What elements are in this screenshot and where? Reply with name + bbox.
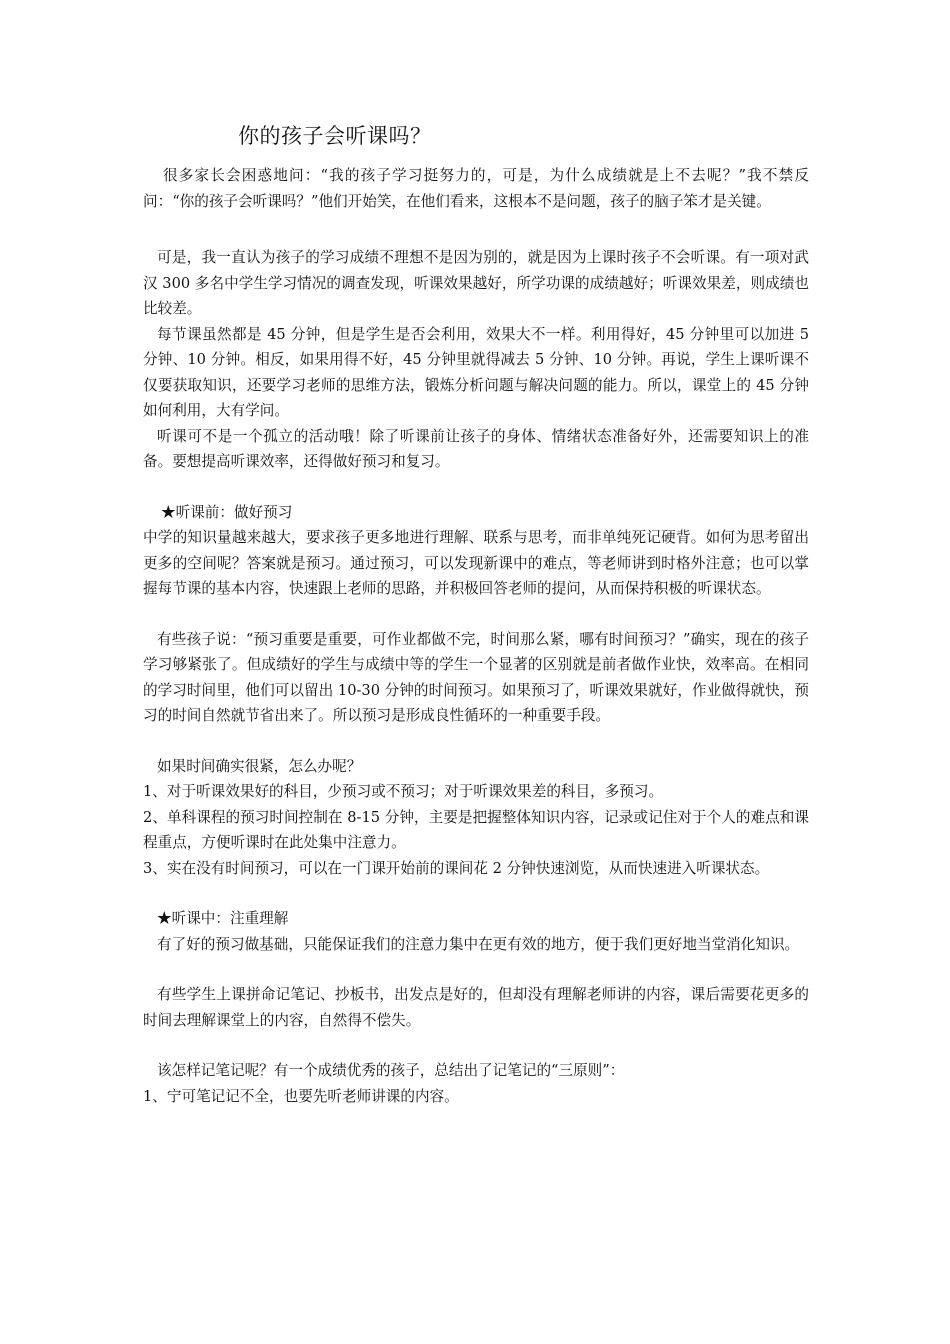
document-title: 你的孩子会听课吗？ bbox=[238, 124, 432, 148]
intro-paragraph-2: 可是，我一直认为孩子的学习成绩不理想不是因为别的，就是因为上课时孩子不会听课。有一项对武汉 300 多名中学生学习情况的调查发现，听课效果越好，所学功课的成绩越好；听课效果差，则成绩也比较差。 bbox=[143, 249, 809, 317]
list-item: 3、实在没有时间预习，可以在一门课开始前的课间花 2 分钟快速浏览，从而快速进入听课状态。 bbox=[143, 859, 770, 877]
spacer bbox=[143, 881, 809, 906]
spacer bbox=[143, 475, 809, 500]
section2-paragraph-2: 有些学生上课拼命记笔记、抄板书，出发点是好的，但却没有理解老师讲的内容，课后需要花更多的时间去理解课堂上的内容，自然得不偿失。 bbox=[143, 986, 809, 1029]
spacer bbox=[143, 1033, 809, 1058]
spacer bbox=[143, 957, 809, 982]
star-icon: ★ bbox=[161, 503, 176, 521]
list-item: 1、宁可笔记记不全，也要先听老师讲课的内容。 bbox=[143, 1087, 459, 1105]
spacer bbox=[143, 220, 809, 245]
section-heading-text: 听课前：做好预习 bbox=[175, 503, 293, 521]
section1-paragraph-2: 有些孩子说：“预习重要是重要，可作业都做不完，时间那么紧，哪有时间预习？”确实，现在的孩子学习够紧张了。但成绩好的学生与成绩中等的学生一个显著的区别就是前者做作业快，效率高。在相同的学习时间里，他们可以留出 10-30 分钟的时间预习。如果预习了，听课效果就好，作业做得就快，预习的时间自然就节省出来了。所以预习是形成良性循环的一种重要手段。 bbox=[143, 630, 809, 724]
section2-paragraph-3: 该怎样记笔记呢？有一个成绩优秀的孩子，总结出了记笔记的“三原则”： bbox=[157, 1062, 625, 1079]
section1-paragraph-1: 中学的知识量越来越大，要求孩子更多地进行理解、联系与思考，而非单纯死记硬背。如何为思考留出更多的空间呢？答案就是预习。通过预习，可以发现新课中的难点，等老师讲到时格外注意；也可以掌握每节课的基本内容，快速跟上老师的思路，并积极回答老师的提问，从而保持积极的听课状态。 bbox=[143, 529, 809, 597]
list-item: 2、单科课程的预习时间控制在 8-15 分钟，主要是把握整体知识内容，记录或记住对于个人的难点和课程重点，方便听课时在此处集中注意力。 bbox=[143, 808, 809, 851]
star-icon: ★ bbox=[157, 910, 172, 927]
document-body bbox=[143, 163, 809, 1109]
spacer bbox=[143, 729, 809, 754]
spacer bbox=[143, 602, 809, 627]
section2-paragraph-1: 有了好的预习做基础，只能保证我们的注意力集中在更有效的地方，便于我们更好地当堂消化知识。 bbox=[157, 935, 800, 953]
section-heading-preview bbox=[143, 500, 809, 526]
intro-paragraph-3: 每节课虽然都是 45 分钟，但是学生是否会利用，效果大不一样。利用得好，45 分钟里可以加进 5 分钟、10 分钟。相反，如果用得不好，45 分钟里就得减去 5 分钟、10 分钟。再说，学生上课听课不仅要获取知识，还要学习老师的思维方法，锻炼分析问题与解决问题的能力。所以，课堂上的 45 分钟如何利用，大有学问。 bbox=[143, 325, 809, 419]
intro-paragraph-1: 很多家长会困惑地问：“我的孩子学习挺努力的，可是，为什么成绩就是上不去呢？”我不禁反问：“你的孩子会听课吗？”他们开始笑，在他们看来，这根本不是问题，孩子的脑子笨才是关键。 bbox=[143, 167, 809, 210]
intro-paragraph-4: 听课可不是一个孤立的活动哦！除了听课前让孩子的身体、情绪状态准备好外，还需要知识上的准备。要想提高听课效率，还得做好预习和复习。 bbox=[143, 427, 809, 470]
section1-question: 如果时间确实很紧，怎么办呢？ bbox=[157, 757, 362, 775]
section-heading-text: 听课中：注重理解 bbox=[171, 910, 289, 927]
list-item: 1、对于听课效果好的科目，少预习或不预习；对于听课效果差的科目，多预习。 bbox=[143, 783, 664, 800]
section-heading-listening bbox=[143, 906, 809, 932]
